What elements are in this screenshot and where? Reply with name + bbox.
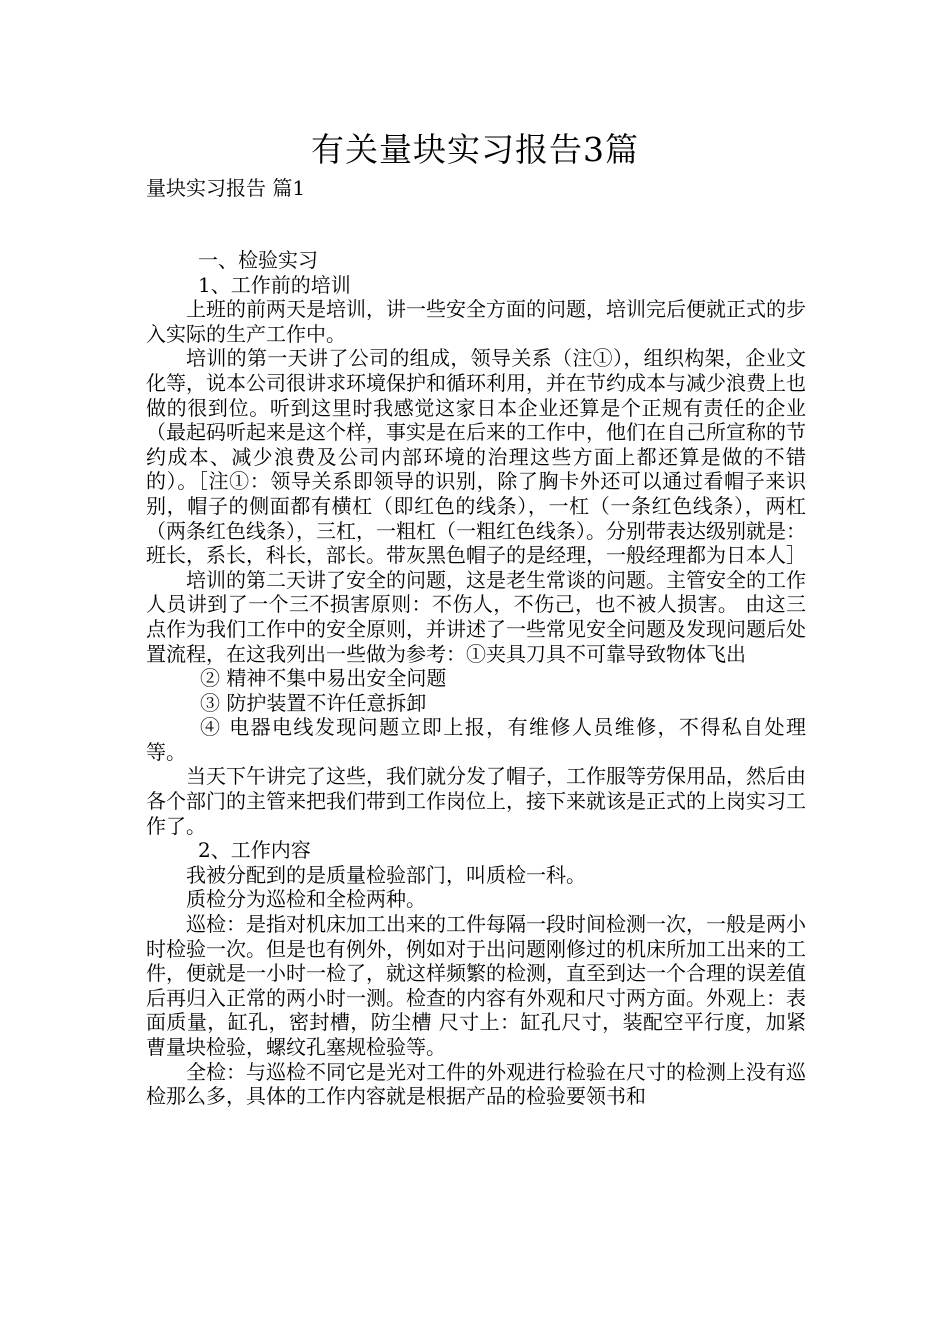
paragraph: 培训的第二天讲了安全的问题，这是老生常谈的问题。主管安全的工作人员讲到了一个三不损害原则：不伤人，不伤己，也不被人损害。 由这三点作为我们工作中的安全原则，并讲述了一些常见安全问题及发现问题后处置流程，在这我列出一些做为参考：①夹具刀具不可靠导致物体飞出 bbox=[146, 567, 806, 666]
paragraph: 质检分为巡检和全检两种。 bbox=[186, 887, 426, 912]
subsection-heading: 2、工作内容 bbox=[198, 838, 311, 863]
section-heading: 一、检验实习 bbox=[198, 248, 318, 272]
document-body bbox=[146, 248, 806, 1109]
document-title: 有关量块实习报告3篇 bbox=[311, 130, 639, 169]
paragraph: 全检：与巡检不同它是光对工件的外观进行检验在尺寸的检测上没有巡检那么多，具体的工作内容就是根据产品的检验要领书和 bbox=[146, 1059, 806, 1109]
document-subtitle: 量块实习报告 篇1 bbox=[146, 176, 306, 200]
list-item: ② 精神不集中易出安全问题 bbox=[200, 666, 447, 691]
paragraph: 当天下午讲完了这些，我们就分发了帽子，工作服等劳保用品，然后由各个部门的主管来把我们带到工作岗位上，接下来就该是正式的上岗实习工作了。 bbox=[146, 764, 806, 838]
subsection-heading: 1、工作前的培训 bbox=[198, 272, 351, 297]
paragraph: 上班的前两天是培训，讲一些安全方面的问题，培训完后便就正式的步入实际的生产工作中。 bbox=[146, 297, 806, 346]
list-item: ③ 防护装置不许任意拆卸 bbox=[200, 690, 427, 715]
paragraph: 我被分配到的是质量检验部门，叫质检一科。 bbox=[186, 862, 586, 887]
paragraph: 培训的第一天讲了公司的组成，领导关系（注①），组织构架，企业文化等，说本公司很讲求环境保护和循环利用，并在节约成本与减少浪费上也做的很到位。听到这里时我感觉这家日本企业还算是个正规有责任的企业（最起码听起来是这个样，事实是在后来的工作中，他们在自己所宣称的节约成本、减少浪费及公司内部环境的治理这些方面上都还算是做的不错的）。［注①：领导关系即领导的识别，除了胸卡外还可以通过看帽子来识别，帽子的侧面都有横杠（即红色的线条），一杠（一条红色线条），两杠（两条红色线条），三杠，一粗杠（一粗红色线条）。分别带表达级别就是：班长，系长，科长，部长。带灰黑色帽子的是经理，一般经理都为日本人］ bbox=[146, 346, 806, 568]
paragraph: 巡检：是指对机床加工出来的工件每隔一段时间检测一次，一般是两小时检验一次。但是也有例外，例如对于出问题刚修过的机床所加工出来的工件，便就是一小时一检了，就这样频繁的检测，直至到达一个合理的误差值后再归入正常的两小时一测。检查的内容有外观和尺寸两方面。外观上：表面质量，缸孔，密封槽，防尘槽 尺寸上：缸孔尺寸，装配空平行度，加紧曹量块检验，螺纹孔塞规检验等。 bbox=[146, 912, 806, 1059]
list-item: ④ 电器电线发现问题立即上报，有维修人员维修，不得私自处理等。 bbox=[146, 715, 806, 764]
